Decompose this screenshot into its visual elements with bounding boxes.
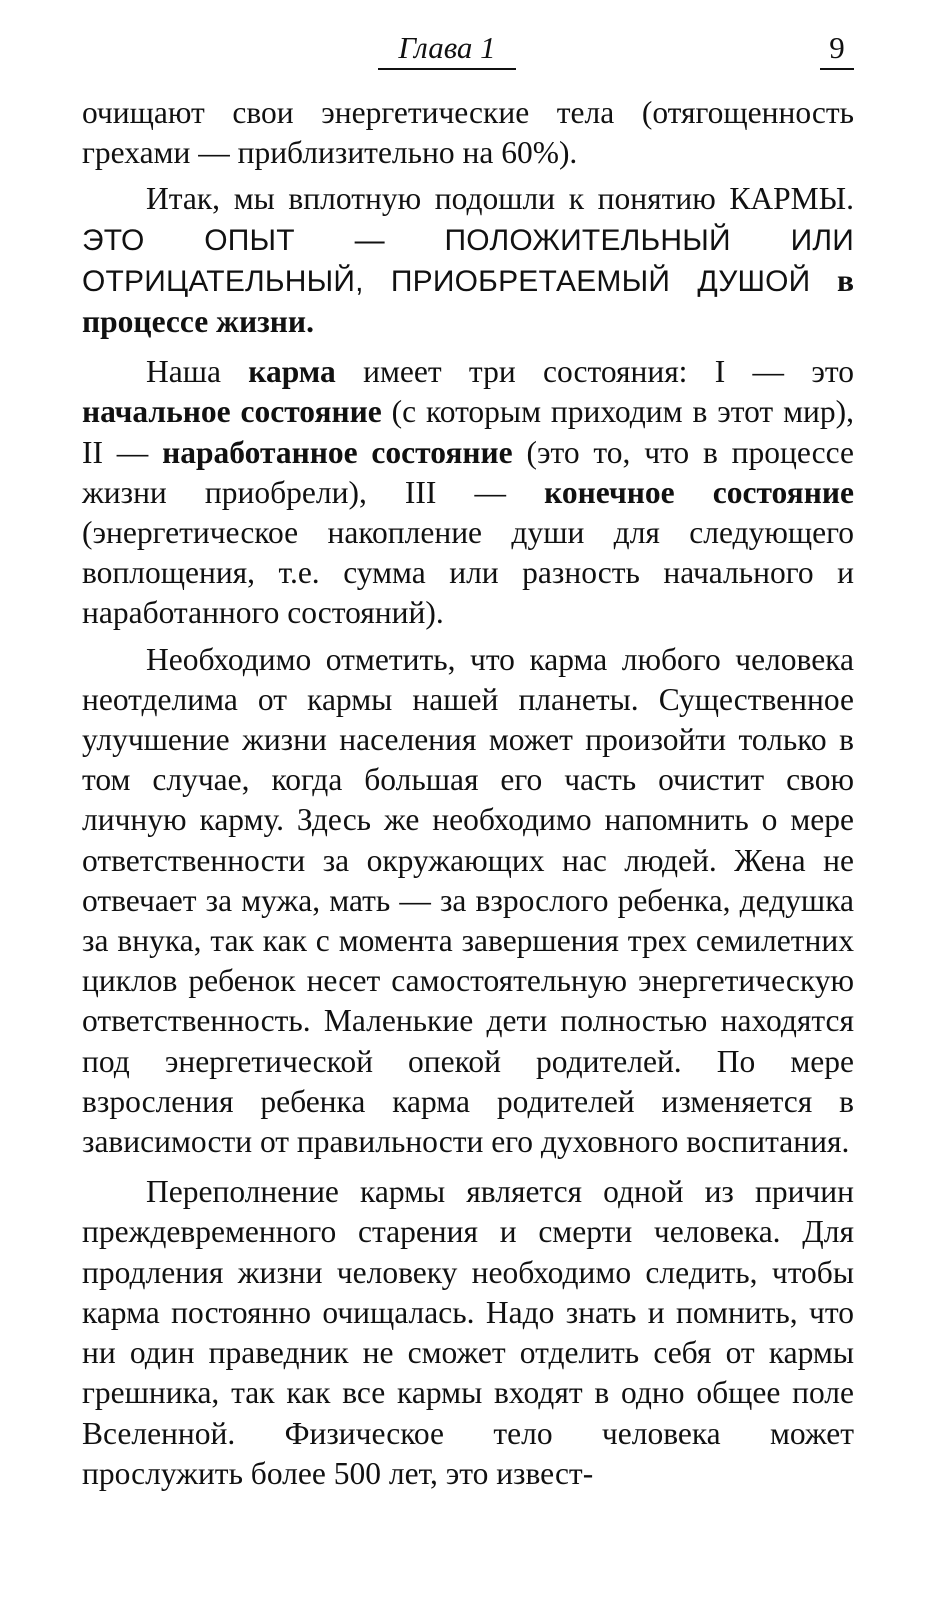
text-run: (это то, что в процессе жизни приобрели), III —	[82, 434, 854, 510]
karma-definition-caps: ЭТО ОПЫТ — ПОЛОЖИТЕЛЬНЫЙ ИЛИ ОТРИЦАТЕЛЬНЫЙ, ПРИОБРЕТАЕМЫЙ ДУШОЙ	[82, 223, 854, 298]
term-final-state: конечное состояние	[544, 474, 854, 510]
text-run: (энергетическое накопление души для следующего воплощения, т.е. сумма или разность начального и наработанного состояний).	[82, 515, 854, 631]
text-run: имеет три состояния: I — это	[335, 354, 854, 390]
term-karma: карма	[248, 354, 336, 390]
paragraph-4: Необходимо отметить, что карма любого человека неотделима от кармы нашей планеты. Существенное улучшение жизни населения может произойти только в том случае, когда большая его часть очистит свою личную карму. Здесь же необходимо напомнить о мере ответственности за окружающих нас людей. Жена не отвечает за мужа, мать — за взрослого ребенка, дедушка за внука, так как с момента завершения трех семилетних циклов ребенок несет самостоятельную энергетическую ответственность. Маленькие дети полностью находятся под энергетической опекой родителей. По мере взросления ребенка карма родителей изменяется в зависимости от правильности его духовного воспитания.	[82, 641, 854, 1160]
text-run: Наша	[146, 354, 249, 390]
paragraph-3	[82, 352, 854, 633]
page-number: 9	[820, 30, 854, 70]
term-initial-state: начальное состояние	[82, 394, 382, 430]
text-run: (с которым приходим в этот мир), II —	[82, 394, 854, 470]
term-acquired-state: наработанное состояние	[162, 434, 513, 470]
paragraph-2-intro: Итак, мы вплотную подошли к понятию КАРМЫ.	[146, 181, 854, 217]
body-text	[82, 93, 854, 1494]
paragraph-1: очищают свои энергетические тела (отягощенность грехами — приблизительно на 60%).	[82, 95, 854, 171]
paragraph-2	[82, 179, 854, 342]
running-head	[0, 30, 945, 74]
chapter-title: Глава 1	[378, 30, 516, 70]
karma-definition-bold: в процессе жизни.	[82, 262, 854, 340]
paragraph-5: Переполнение кармы является одной из причин преждевременного старения и смерти человека. Для продления жизни человеку необходимо следить, чтобы карма постоянно очищалась. Надо знать и помнить, что ни один праведник не сможет отделить себя от кармы грешника, так как все кармы входят в одно общее поле Вселенной. Физическое тело человека может прослужить более 500 лет, это извест-	[82, 1174, 854, 1491]
